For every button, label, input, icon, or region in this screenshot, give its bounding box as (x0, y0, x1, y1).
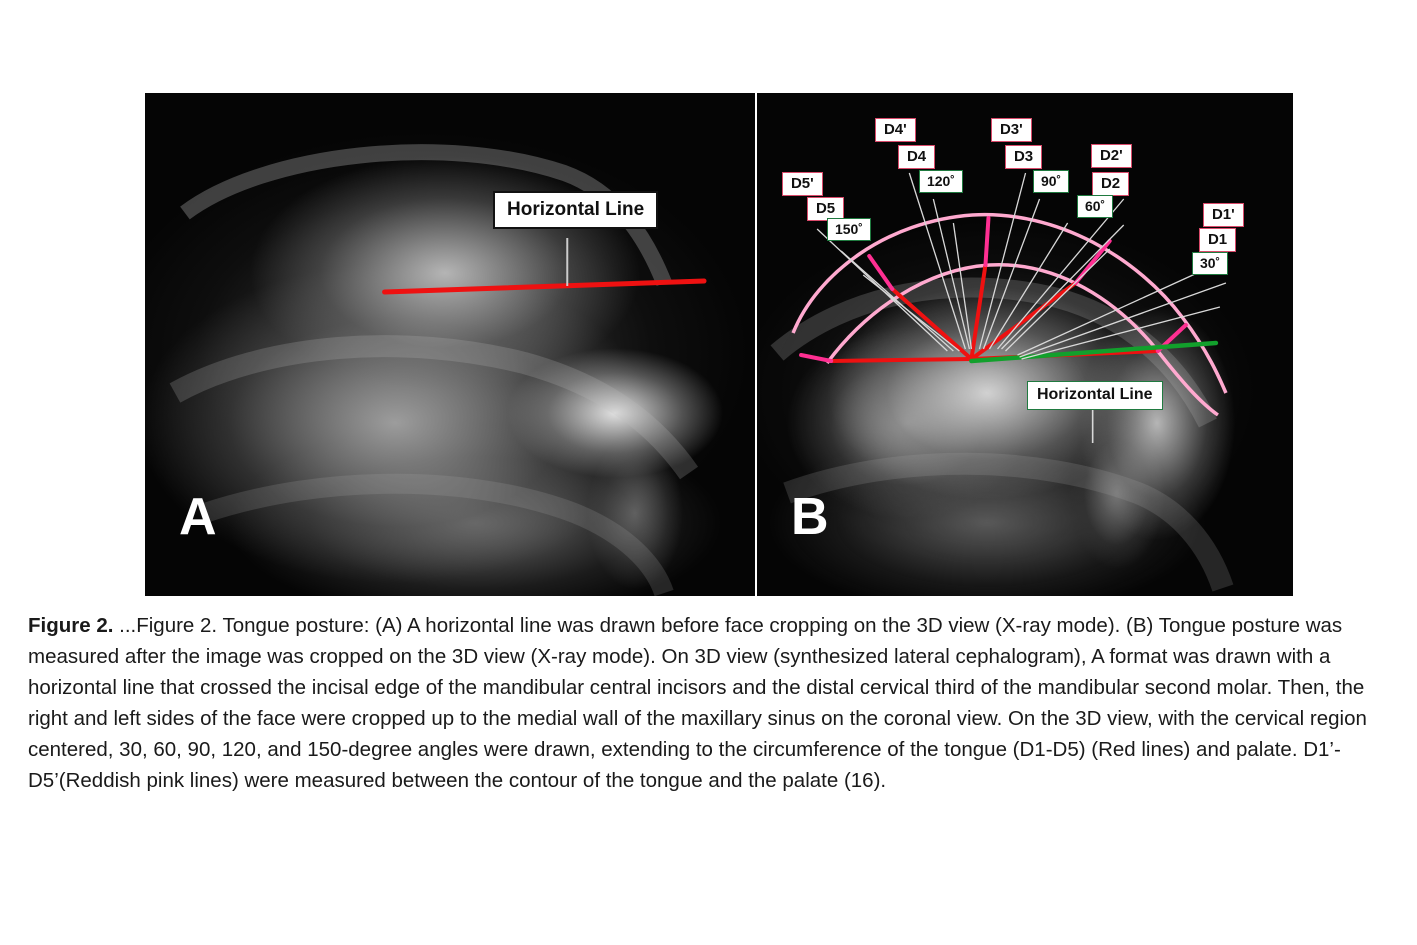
label-d1: D1 (1199, 228, 1236, 252)
figure-caption (28, 610, 1403, 796)
label-d5-prime: D5' (782, 172, 823, 196)
label-d3: D3 (1005, 145, 1042, 169)
label-d2-prime: D2' (1091, 144, 1132, 168)
panel-b (755, 93, 1293, 596)
label-angle-120: 120˚ (919, 170, 963, 193)
figure-image (145, 93, 1293, 596)
panel-a (145, 93, 755, 596)
label-d4: D4 (898, 145, 935, 169)
label-angle-150: 150˚ (827, 218, 871, 241)
label-d4-prime: D4' (875, 118, 916, 142)
panel-a-overlay (145, 93, 755, 596)
horizontal-line-label-a: Horizontal Line (493, 191, 658, 229)
label-d1-prime: D1' (1203, 203, 1244, 227)
label-d5: D5 (807, 197, 844, 221)
label-angle-60: 60˚ (1077, 195, 1113, 218)
panel-b-letter: B (790, 488, 829, 546)
label-angle-30: 30˚ (1192, 252, 1228, 275)
horizontal-line-label-b: Horizontal Line (1027, 381, 1163, 410)
label-d2: D2 (1092, 172, 1129, 196)
panel-a-letter: A (179, 488, 217, 546)
label-d3-prime: D3' (991, 118, 1032, 142)
figure-caption-label: Figure 2. (28, 614, 114, 637)
figure-caption-text: ...Figure 2. Tongue posture: (A) A horizontal line was drawn before face cropping on the 3D view (X-ray mode). (B) Tongue posture was measured after the image was cropped on the 3D view (X-ray mode). On 3D view (synthesized lateral cephalogram), A format was drawn with a horizontal line that crossed the incisal edge of the mandibular central incisors and the distal cervical third of the mandibular second molar. Then, the right and left sides of the face were cropped up to the medial wall of the maxillary sinus on the coronal view. On the 3D view, with the cervical region centered, 30, 60, 90, 120, and 150-degree angles were drawn, extending to the circumference of the tongue (D1-D5) (Red lines) and palate. D1’-D5’(Reddish pink lines) were measured between the contour of the tongue and the palate (16). (28, 614, 1367, 792)
label-angle-90: 90˚ (1033, 170, 1069, 193)
